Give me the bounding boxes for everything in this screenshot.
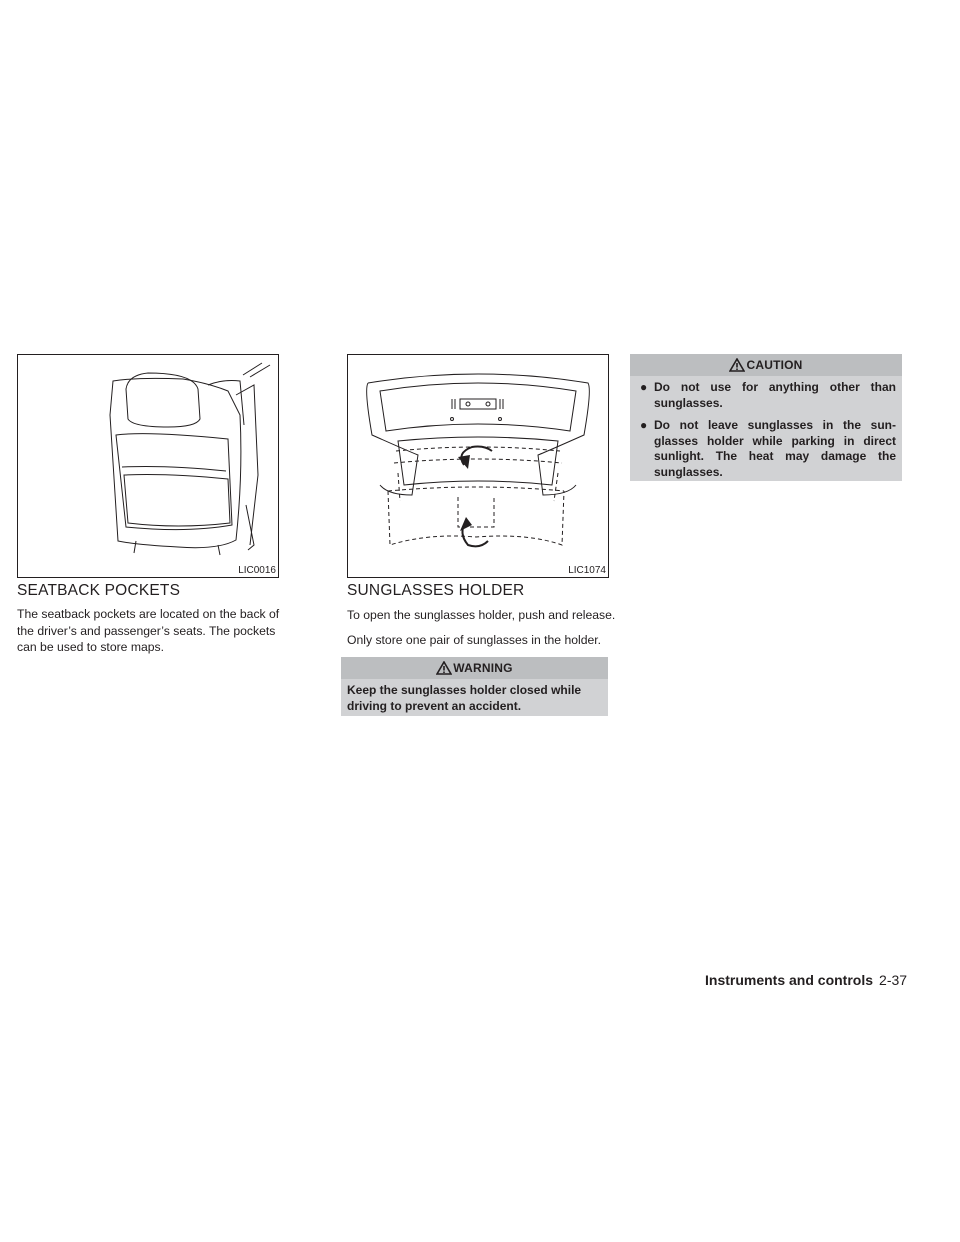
warning-triangle-icon [436, 661, 452, 675]
seatback-body-text: The seatback pockets are located on the back of the driver’s and passenger’s seats. The pockets can be used to store maps. [17, 607, 280, 654]
list-item [636, 418, 896, 480]
footer-section-name: Instruments and controls [705, 972, 874, 988]
warning-triangle-icon [729, 358, 745, 372]
seatback-figure [17, 354, 279, 578]
sunglasses-figure [347, 354, 609, 578]
sunglasses-holder-illustration [348, 355, 608, 577]
page-number: 2-37 [879, 972, 908, 988]
bullet: ● [640, 418, 648, 432]
figure-code: LIC0016 [238, 565, 276, 576]
section-title-sunglasses-holder: SUNGLASSES HOLDER [347, 582, 525, 599]
caution-label: CAUTION [746, 358, 803, 372]
list-item [636, 380, 896, 411]
seatback-pocket-illustration [18, 355, 278, 577]
sunglasses-body-text-1: To open the sunglasses holder, push and release. [347, 608, 616, 622]
caution-header [630, 354, 902, 376]
warning-box [341, 657, 608, 716]
caution-body [630, 376, 902, 493]
caution-list [636, 380, 896, 480]
caution-box [630, 354, 902, 481]
section-title-seatback-pockets: SEATBACK POCKETS [17, 582, 181, 599]
sunglasses-body-text-2: Only store one pair of sunglasses in the holder. [347, 633, 602, 647]
bullet: ● [640, 380, 648, 394]
caution-item-text: Do not leave sunglasses in the sun-glasses holder while parking in direct sunlight. The heat may damage the sunglasses. [654, 418, 896, 479]
warning-label: WARNING [453, 661, 513, 675]
caution-item-text: Do not use for anything other than sunglasses. [654, 380, 896, 410]
warning-text: Keep the sunglasses holder closed while driving to prevent an accident. [347, 683, 582, 713]
warning-header [341, 657, 608, 679]
page-footer [705, 972, 907, 988]
figure-code: LIC1074 [568, 565, 606, 576]
